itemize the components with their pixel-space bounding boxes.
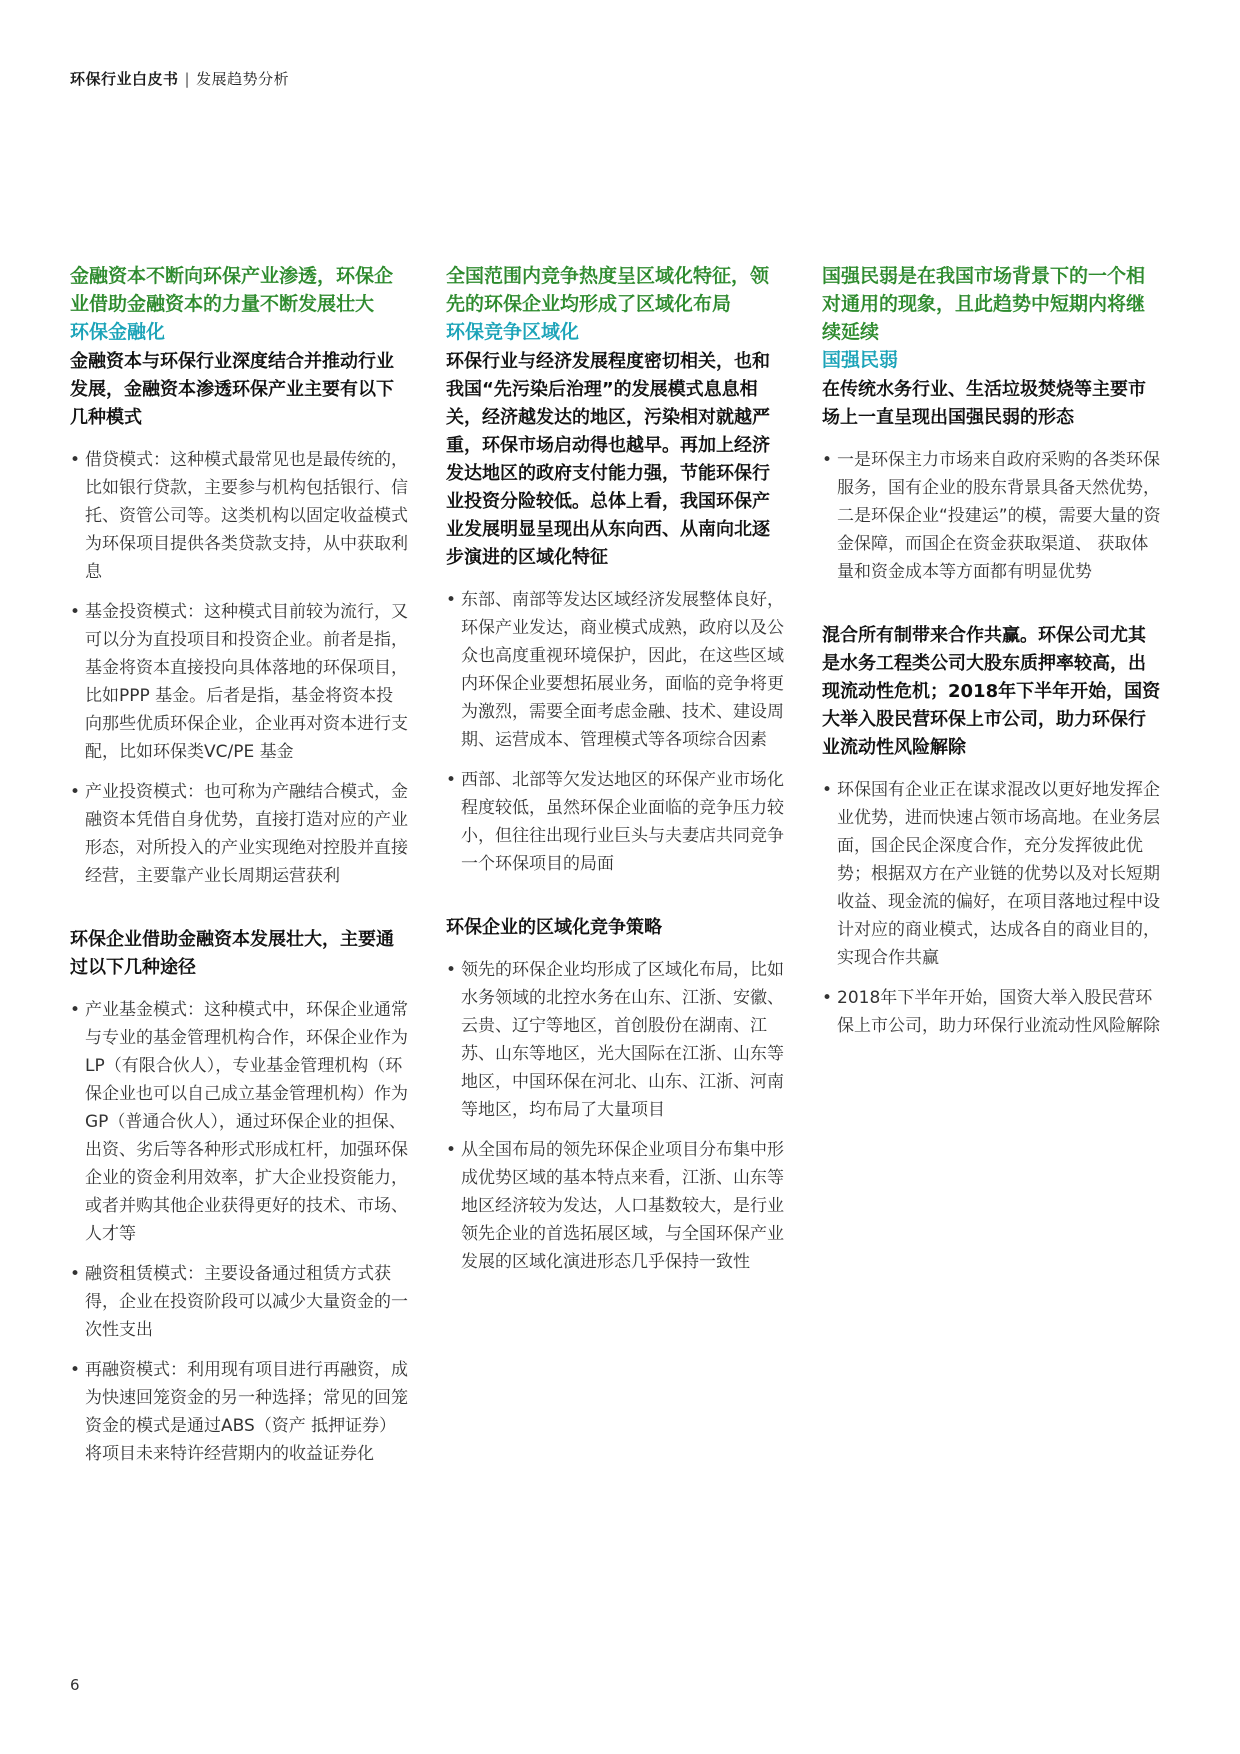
column-intro: 环保行业与经济发展程度密切相关，也和我国“先污染后治理”的发展模式息息相关，经济越发达的地区，污染相对就越严重，环保市场启动得也越早。再加上经济发达地区的政府支付能力强，节能环保行业投资分险较低。总体上看，我国环保产业发展明显呈现出从东向西、从南向北逐步演进的区域化特征 [446, 351, 770, 568]
list-item: • 借贷模式：这种模式最常见也是最传统的，比如银行贷款，主要参与机构包括银行、信托、资管公司等。这类机构以固定收益模式为环保项目提供各类贷款支持，从中获取利息 [70, 446, 410, 586]
column-state-owned [822, 262, 1162, 1052]
bullet-list [446, 956, 786, 1276]
list-item: • 东部、南部等发达区域经济发展整体良好，环保产业发达，商业模式成熟，政府以及公众也高度重视环境保护，因此，在这些区域内环保企业要想拓展业务，面临的竞争将更为激烈，需要全面考虑金融、技术、建设周期、运营成本、管理模式等各项综合因素 [446, 586, 786, 754]
list-item: • 领先的环保企业均形成了区域化布局，比如水务领域的北控水务在山东、江浙、安徽、云贵、辽宁等地区，首创股份在湖南、江苏、山东等地区，光大国际在江浙、山东等地区，中国环保在河北、山东、江浙、河南等地区，均布局了大量项目 [446, 956, 786, 1124]
column-headline: 国强民弱是在我国市场背景下的一个相对通用的现象，且此趋势中短期内将继续延续 [822, 265, 1146, 343]
doc-subtitle: 发展趋势分析 [196, 70, 290, 88]
list-item: • 基金投资模式：这种模式目前较为流行，又可以分为直投项目和投资企业。前者是指，基金将资本直接投向具体落地的环保项目，比如PPP 基金。后者是指，基金将资本投向那些优质环保企业，企业再对资本进行支配，比如环保类VC/PE 基金 [70, 598, 410, 766]
section-heading: 环保企业的区域化竞争策略 [446, 917, 662, 938]
column-subhead: 环保金融化 [70, 321, 166, 343]
list-item: • 再融资模式：利用现有项目进行再融资，成为快速回笼资金的另一种选择；常见的回笼资金的模式是通过ABS（资产 抵押证券）将项目未来特许经营期内的收益证券化 [70, 1356, 410, 1468]
section-heading: 环保企业借助金融资本发展壮大，主要通过以下几种途径 [70, 929, 394, 978]
column-intro: 在传统水务行业、生活垃圾焚烧等主要市场上一直呈现出国强民弱的形态 [822, 379, 1146, 428]
list-item: • 产业基金模式：这种模式中，环保企业通常与专业的基金管理机构合作，环保企业作为LP（有限合伙人），专业基金管理机构（环保企业也可以自己成立基金管理机构）作为GP（普通合伙人），通过环保企业的担保、出资、劣后等各种形式形成杠杆，加强环保企业的资金利用效率，扩大企业投资能力，或者并购其他企业获得更好的技术、市场、人才等 [70, 996, 410, 1248]
column-subhead: 国强民弱 [822, 349, 899, 371]
list-item: • 环保国有企业正在谋求混改以更好地发挥企业优势，进而快速占领市场高地。在业务层面，国企民企深度合作，充分发挥彼此优势；根据双方在产业链的优势以及对长短期收益、现金流的偏好，在项目落地过程中设计对应的商业模式，达成各自的商业目的，实现合作共赢 [822, 776, 1162, 972]
page-number: 6 [70, 1676, 80, 1694]
bullet-list [70, 446, 410, 890]
list-item: • 西部、北部等欠发达地区的环保产业市场化程度较低，虽然环保企业面临的竞争压力较小，但往往出现行业巨头与夫妻店共同竞争一个环保项目的局面 [446, 766, 786, 878]
column-headline: 金融资本不断向环保产业渗透，环保企业借助金融资本的力量不断发展壮大 [70, 265, 394, 315]
bullet-list [822, 446, 1162, 586]
column-headline: 全国范围内竞争热度呈区域化特征，领先的环保企业均形成了区域化布局 [446, 265, 770, 315]
bullet-list [822, 776, 1162, 1040]
list-item: • 一是环保主力市场来自政府采购的各类环保服务，国有企业的股东背景具备天然优势，二是环保企业“投建运”的模，需要大量的资金保障，而国企在资金获取渠道、 获取体量和资金成本等方面都有明显优势 [822, 446, 1162, 586]
column-finance [70, 262, 410, 1480]
list-item: • 产业投资模式：也可称为产融结合模式，金融资本凭借自身优势，直接打造对应的产业形态，对所投入的产业实现绝对控股并直接经营，主要靠产业长周期运营获利 [70, 778, 410, 890]
list-item: • 从全国布局的领先环保企业项目分布集中形成优势区域的基本特点来看，江浙、山东等地区经济较为发达，人口基数较大，是行业领先企业的首选拓展区域，与全国环保产业发展的区域化演进形态几乎保持一致性 [446, 1136, 786, 1276]
column-intro: 金融资本与环保行业深度结合并推动行业发展，金融资本渗透环保产业主要有以下几种模式 [70, 351, 394, 428]
section-heading: 混合所有制带来合作共赢。环保公司尤其是水务工程类公司大股东质押率较高，出现流动性危机；2018年下半年开始，国资大举入股民营环保上市公司，助力环保行业流动性风险解除 [822, 625, 1161, 758]
bullet-list [70, 996, 410, 1468]
doc-title: 环保行业白皮书 [70, 70, 179, 88]
list-item: • 2018年下半年开始，国资大举入股民营环保上市公司，助力环保行业流动性风险解除 [822, 984, 1162, 1040]
list-item: • 融资租赁模式：主要设备通过租赁方式获得，企业在投资阶段可以减少大量资金的一次性支出 [70, 1260, 410, 1344]
page-header [70, 68, 289, 89]
bullet-list [446, 586, 786, 878]
header-separator: | [184, 70, 191, 88]
column-regional [446, 262, 786, 1288]
column-subhead: 环保竞争区域化 [446, 321, 580, 343]
